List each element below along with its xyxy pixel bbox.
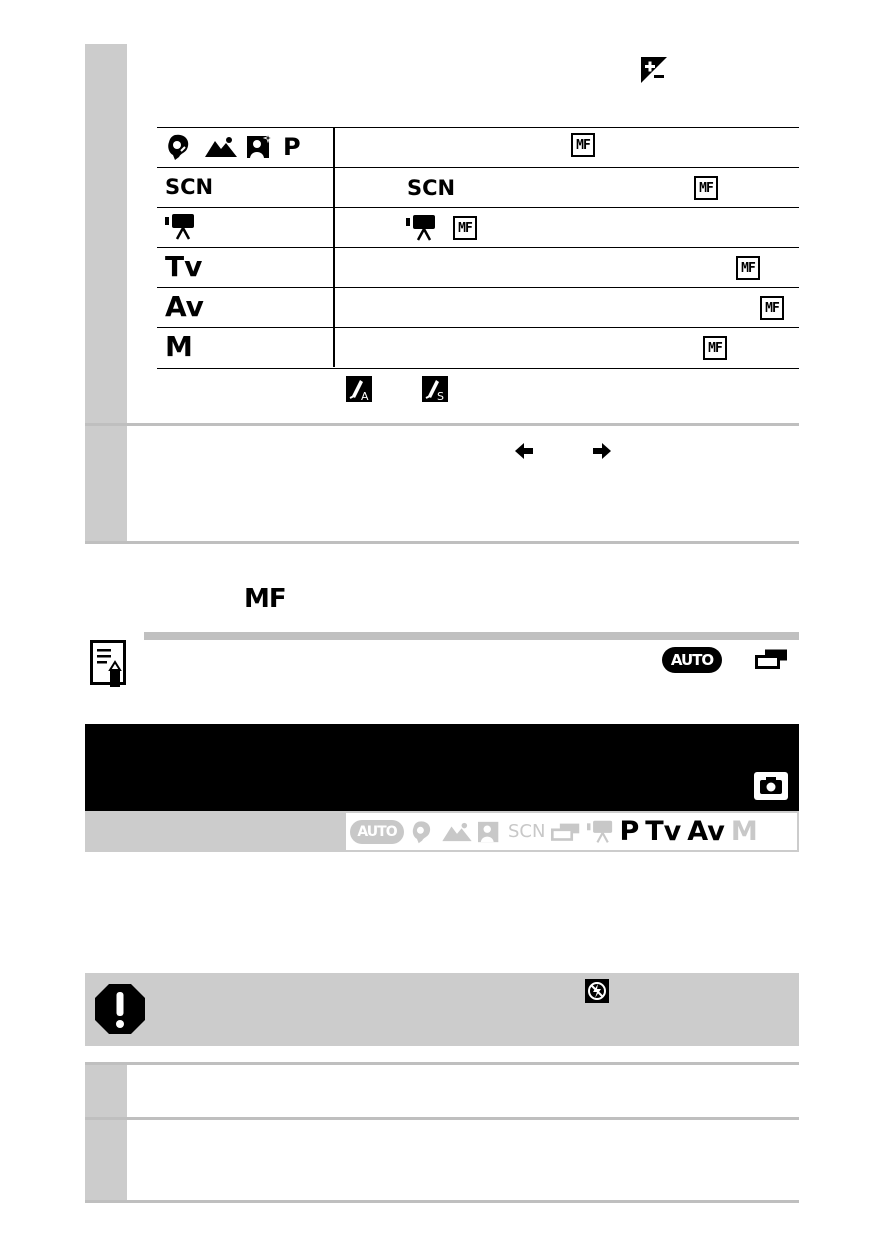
portrait-icon — [165, 133, 195, 161]
caution-icon — [94, 983, 146, 1035]
step-divider — [85, 423, 799, 426]
movie-icon — [406, 215, 436, 241]
svg-text:A: A — [361, 390, 369, 402]
table-row — [157, 207, 799, 247]
manual-focus-icon: MF — [703, 336, 727, 360]
mode-label: M — [165, 330, 193, 363]
m-mode-label: M — [730, 816, 758, 847]
landscape-icon — [205, 135, 237, 159]
table-row — [157, 327, 799, 367]
scn-mode-label: SCN — [508, 820, 546, 842]
manual-focus-icon: MF — [760, 296, 784, 320]
manual-focus-icon: MF — [453, 216, 477, 240]
column-divider — [333, 247, 335, 287]
table-row — [157, 287, 799, 327]
movie-icon — [165, 214, 195, 240]
mode-label: Av — [165, 290, 204, 323]
mode-cell — [165, 174, 213, 200]
table-row — [157, 247, 799, 287]
step-bar-2 — [85, 426, 127, 542]
table-bottom-border — [157, 368, 799, 369]
mode-cell — [165, 290, 204, 323]
column-divider — [333, 127, 335, 167]
continuous-shooting-icon — [755, 648, 789, 670]
mode-cell — [165, 134, 301, 160]
caution-box — [85, 973, 799, 1046]
table-row — [157, 127, 799, 167]
continuous-mode-icon — [551, 822, 581, 842]
av-mode-label: Av — [687, 816, 725, 847]
night-scene-mode-icon — [478, 820, 502, 844]
left-arrow-icon[interactable] — [515, 443, 535, 459]
manual-focus-icon: MF — [736, 256, 760, 280]
manual-focus-icon: MF — [694, 176, 718, 200]
focus-stitch-icon — [422, 376, 448, 402]
note-divider — [144, 632, 799, 640]
step-bar-1 — [85, 44, 127, 424]
mode-label: Tv — [165, 250, 203, 283]
exposure-compensation-icon — [641, 57, 667, 83]
mode-cell — [165, 250, 203, 283]
mode-cell — [165, 330, 193, 363]
tv-mode-label: Tv — [645, 816, 682, 847]
manual-focus-icon: MF — [571, 133, 595, 157]
column-divider — [333, 167, 335, 207]
camera-icon — [754, 772, 788, 800]
step-divider — [85, 1062, 799, 1065]
flash-off-icon — [585, 979, 609, 1003]
column-divider — [333, 327, 335, 367]
column-divider — [333, 287, 335, 327]
movie-mode-icon — [587, 820, 613, 844]
mode-cell — [165, 214, 195, 240]
step-bar-4 — [85, 1120, 127, 1200]
p-mode-label: P — [619, 816, 640, 847]
focus-auto-icon — [346, 376, 372, 402]
note-icon — [90, 640, 128, 688]
step-divider — [85, 541, 799, 544]
right-arrow-icon[interactable] — [593, 443, 613, 459]
table-row — [157, 167, 799, 207]
mode-label: P — [283, 133, 301, 161]
landscape-mode-icon — [442, 821, 472, 843]
mf-heading: MF — [244, 584, 286, 614]
column-divider — [333, 207, 335, 247]
auto-mode-indicator: AUTO — [350, 820, 404, 844]
portrait-mode-icon — [410, 818, 436, 846]
night-scene-icon — [247, 134, 273, 160]
mode-strip — [346, 813, 797, 850]
section-header — [85, 724, 799, 811]
step-bar-3 — [85, 1065, 127, 1117]
svg-text:S: S — [437, 390, 444, 402]
scene-mode-label: SCN — [407, 176, 456, 200]
auto-mode-badge: AUTO — [662, 647, 722, 673]
step-divider — [85, 1117, 799, 1120]
mode-label: SCN — [165, 175, 214, 199]
step-divider — [85, 1200, 799, 1203]
